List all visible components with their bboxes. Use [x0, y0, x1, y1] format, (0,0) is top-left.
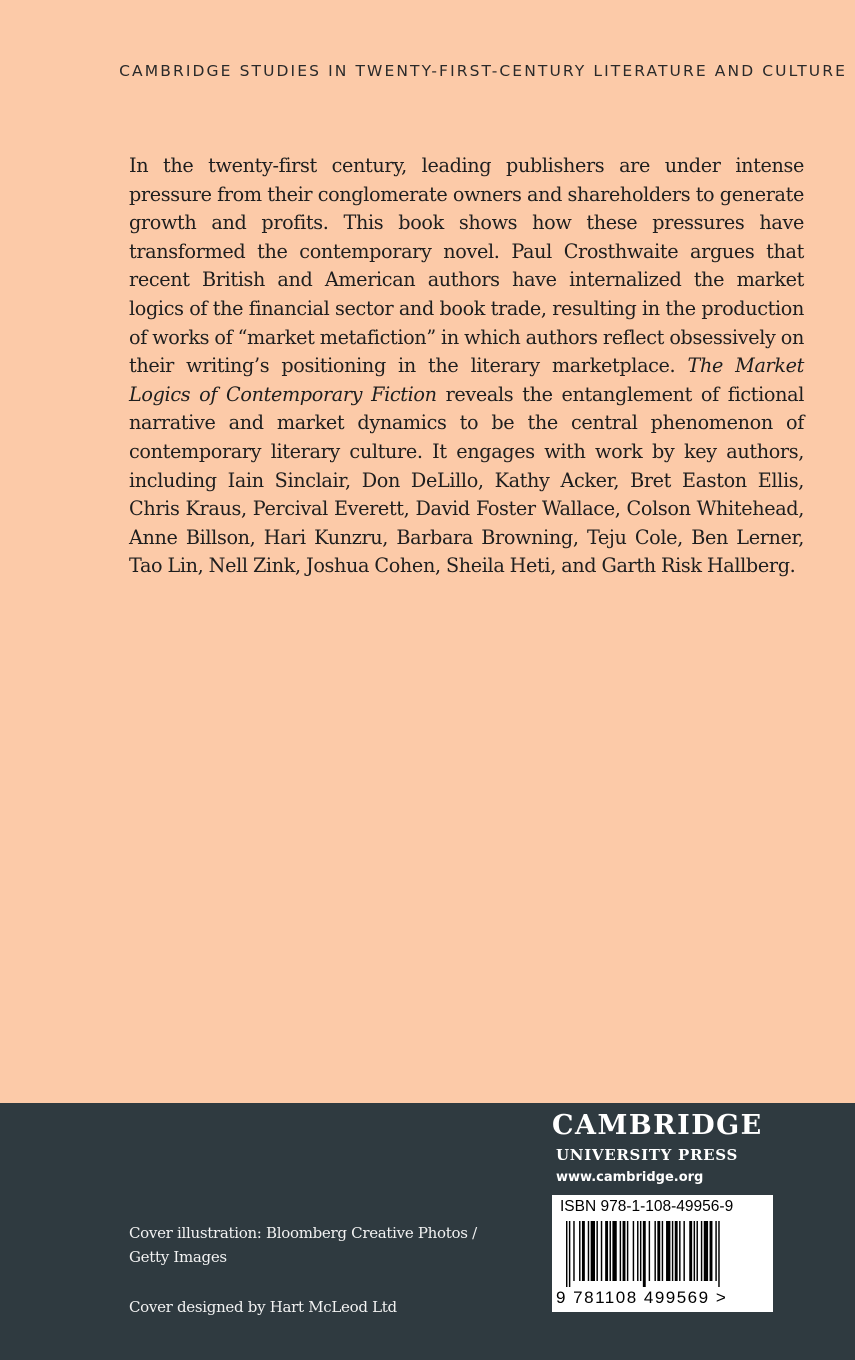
barcode-bar	[623, 1221, 626, 1281]
barcode-bar	[715, 1221, 716, 1281]
barcode-bar	[643, 1221, 646, 1287]
barcode-bar	[582, 1221, 585, 1281]
barcode-digits: 9 781108 499569 >	[556, 1288, 728, 1307]
barcode-bar	[588, 1221, 589, 1281]
barcode-bar	[620, 1221, 621, 1281]
barcode-bar	[701, 1221, 702, 1281]
barcode-bar	[573, 1221, 574, 1281]
barcode-bar	[605, 1221, 608, 1281]
illustration-credit-line-1: Cover illustration: Bloomberg Creative Photos /	[129, 1224, 477, 1242]
barcode-bar	[654, 1221, 655, 1281]
cover-illustration-credit	[129, 1221, 477, 1269]
barcode-bar	[640, 1221, 641, 1281]
barcode-bar	[683, 1221, 684, 1281]
barcode-bar	[662, 1221, 663, 1281]
barcode-bar	[566, 1221, 567, 1287]
illustration-credit-line-2: Getty Images	[129, 1248, 227, 1266]
blurb-part-1: In the twenty-first century, leading publishers are under intense pressure from their conglomerate owners and shareholders to generate growth and profits. This book shows how these pressures have transformed the contemporary novel. Paul Crosthwaite argues that recent British and American authors have internalized the market logics of the financial sector and book trade, resulting in the production of works of “market metafiction” in which authors reflect obsessively on their writing’s positioning in the literary marketplace.	[129, 154, 804, 378]
publisher-logo-name: CAMBRIDGE	[552, 1110, 763, 1141]
barcode-bar	[649, 1221, 650, 1281]
series-title: CAMBRIDGE STUDIES IN TWENTY-FIRST-CENTURY LITERATURE AND CULTURE	[119, 62, 847, 80]
blurb-text	[129, 152, 804, 581]
barcode-bar	[633, 1221, 634, 1281]
blurb-part-2: reveals the entanglement of fictional narrative and market dynamics to be the central phenomenon of contemporary literary culture. It engages with work by key authors, including Iain Sinclair, Don DeLillo, Kathy Acker, Bret Easton Ellis, Chris Kraus, Percival Everett, David Foster Wallace, Colson Whitehead, Anne Billson, Hari Kunzru, Barbara Browning, Teju Cole, Ben Lerner, Tao Lin, Nell Zink, Joshua Cohen, Sheila Heti, and Garth Risk Hallberg.	[129, 382, 804, 578]
barcode-bar	[591, 1221, 595, 1281]
barcode-bar	[596, 1221, 597, 1281]
isbn-label: ISBN 978-1-108-49956-9	[560, 1198, 734, 1215]
barcode-bar	[675, 1221, 678, 1281]
barcode-bar	[718, 1221, 719, 1287]
book-title: The Market Logics of Contemporary Fiction	[129, 354, 804, 406]
barcode-bar	[694, 1221, 695, 1281]
barcode-bar	[569, 1221, 570, 1287]
barcode-bar	[637, 1221, 638, 1281]
barcode-bar	[697, 1221, 698, 1281]
barcode-bar	[710, 1221, 713, 1281]
barcode-bar	[579, 1221, 580, 1281]
barcode-bar	[657, 1221, 660, 1281]
barcode-bar	[627, 1221, 628, 1281]
barcode-bar	[610, 1221, 611, 1281]
barcode-icon	[566, 1221, 762, 1287]
barcode-bar	[679, 1221, 680, 1281]
cover-design-credit: Cover designed by Hart McLeod Ltd	[129, 1298, 397, 1316]
publisher-website: www.cambridge.org	[556, 1170, 704, 1185]
publisher-logo-sub: UNIVERSITY PRESS	[556, 1146, 739, 1164]
barcode-bar	[672, 1221, 673, 1281]
barcode-bar	[689, 1221, 692, 1281]
barcode-bar	[704, 1221, 708, 1281]
barcode-bar	[666, 1221, 670, 1281]
barcode-bar	[612, 1221, 616, 1281]
barcode-bar	[601, 1221, 602, 1281]
